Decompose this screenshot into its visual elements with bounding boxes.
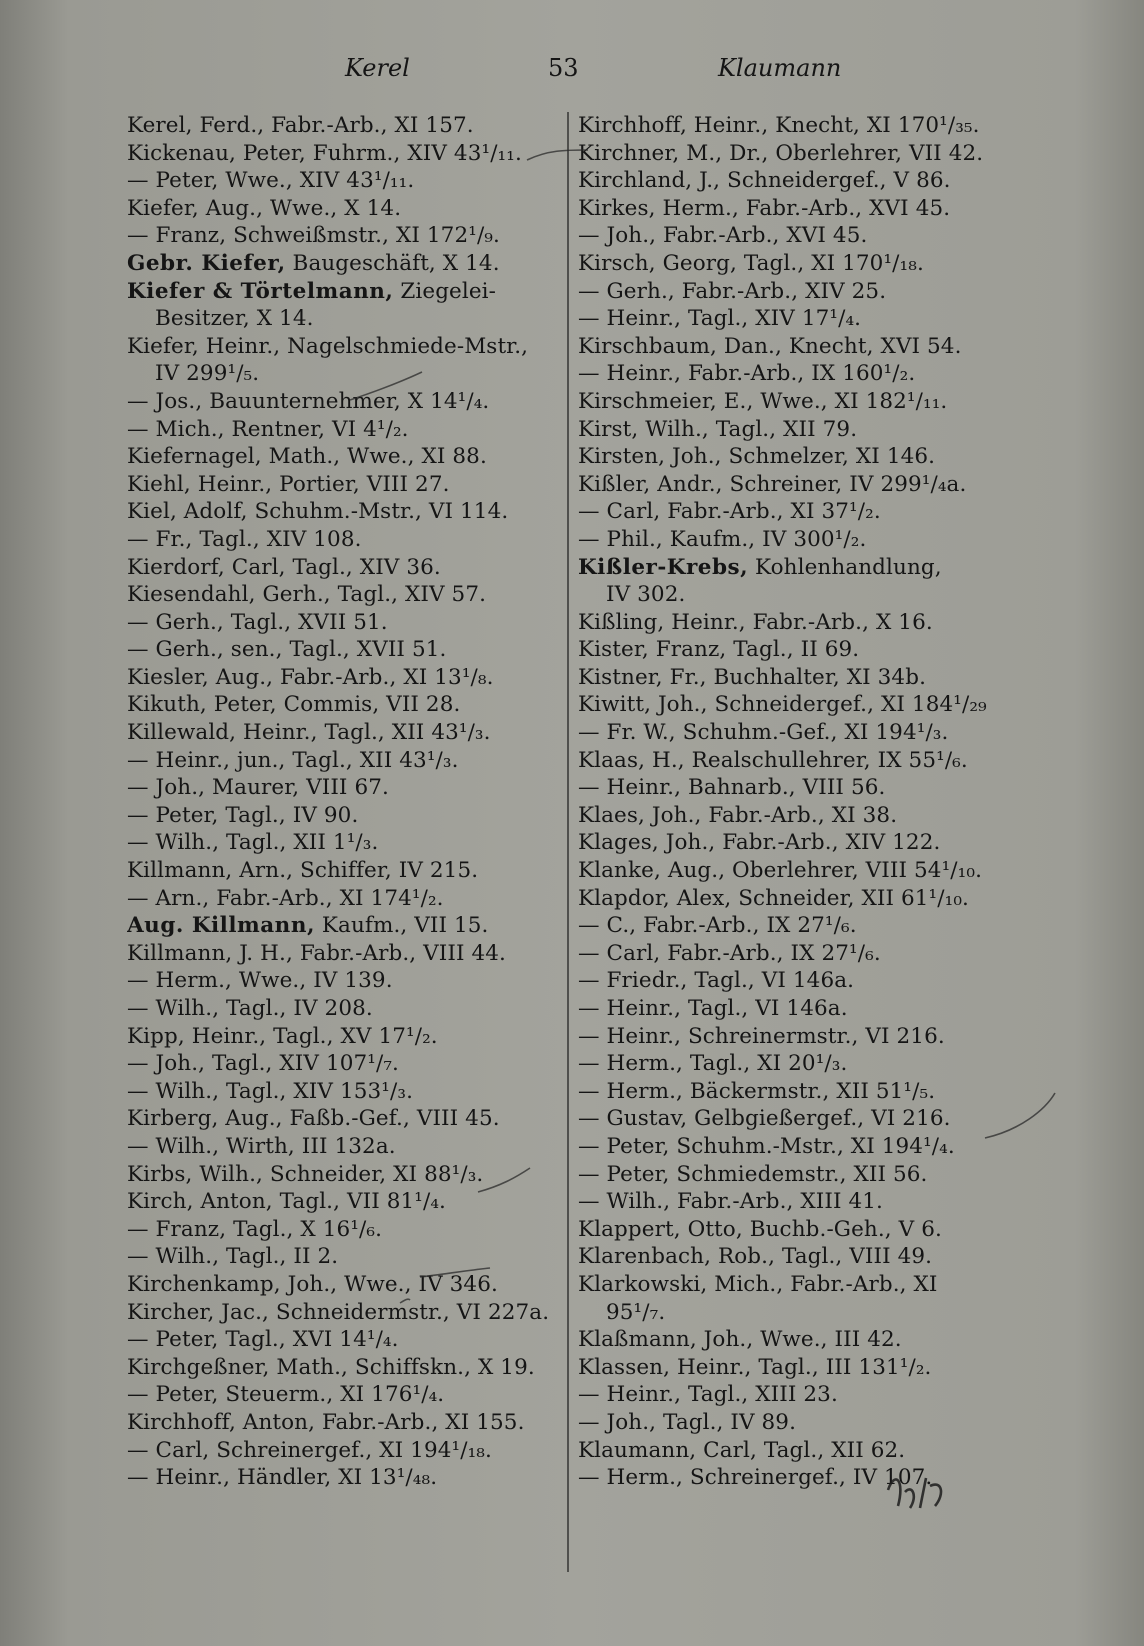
directory-entry: — Wilh., Tagl., IV 208. <box>127 996 373 1021</box>
directory-entry: — Carl, Fabr.-Arb., XI 37¹/₂. <box>578 499 881 525</box>
directory-entry: — Friedr., Tagl., VI 146a. <box>578 968 855 994</box>
directory-entry: Kirchner, M., Dr., Oberlehrer, VII 42. <box>578 140 984 166</box>
directory-entry: — Herm., Tagl., XI 20¹/₃. <box>578 1051 848 1077</box>
directory-entry: Kiefernagel, Math., Wwe., XI 88. <box>127 444 487 470</box>
directory-entry: — Fr. W., Schuhm.-Gef., XI 194¹/₃. <box>578 720 949 746</box>
directory-entry: — Joh., Tagl., XIV 107¹/₇. <box>127 1051 399 1077</box>
directory-entry: Kister, Franz, Tagl., II 69. <box>578 637 860 663</box>
directory-entry: — Gerh., Fabr.-Arb., XIV 25. <box>578 278 887 304</box>
right-column <box>578 112 1020 1492</box>
running-header <box>0 54 1144 94</box>
page-number: 53 <box>548 54 579 82</box>
directory-entry: — Franz, Tagl., X 16¹/₆. <box>127 1216 383 1242</box>
directory-entry: Klaßmann, Joh., Wwe., III 42. <box>578 1327 902 1353</box>
directory-entry: Klarkowski, Mich., Fabr.-Arb., XI <box>578 1271 938 1297</box>
directory-entry: Klarenbach, Rob., Tagl., VIII 49. <box>578 1244 933 1270</box>
directory-entry: Kirkes, Herm., Fabr.-Arb., XVI 45. <box>578 195 951 221</box>
directory-entry: Kißling, Heinr., Fabr.-Arb., X 16. <box>578 609 933 635</box>
directory-entry: Kirchhoff, Anton, Fabr.-Arb., XI 155. <box>127 1409 525 1435</box>
directory-entry: — Carl, Schreinergef., XI 194¹/₁₈. <box>127 1437 492 1463</box>
directory-entry: Kißler, Andr., Schreiner, IV 299¹/₄a. <box>578 471 967 497</box>
directory-entry: Killewald, Heinr., Tagl., XII 43¹/₃. <box>127 720 491 746</box>
directory-entry: Klanke, Aug., Oberlehrer, VIII 54¹/₁₀. <box>578 858 983 884</box>
directory-entry: — Peter, Wwe., XIV 43¹/₁₁. <box>127 168 415 194</box>
directory-entry: — Heinr., jun., Tagl., XII 43¹/₃. <box>127 747 459 773</box>
directory-entry: Kirst, Wilh., Tagl., XII 79. <box>578 416 858 442</box>
directory-entry <box>127 912 567 940</box>
firm-name: Kiefer & Törtelmann, <box>127 278 394 304</box>
directory-entry: — Peter, Tagl., IV 90. <box>127 802 359 828</box>
directory-entry: Kierdorf, Carl, Tagl., XIV 36. <box>127 554 441 580</box>
header-first-name: Kerel <box>345 54 410 82</box>
directory-entry: — Heinr., Händler, XI 13¹/₄₈. <box>127 1465 438 1491</box>
directory-entry: — Gustav, Gelbgießergef., VI 216. <box>578 1106 951 1132</box>
directory-entry <box>578 554 1020 582</box>
directory-entry: — Peter, Schuhm.-Mstr., XI 194¹/₄. <box>578 1133 955 1159</box>
directory-entry: — Franz, Schweißmstr., XI 172¹/₉. <box>127 223 500 249</box>
directory-entry: — Joh., Fabr.-Arb., XVI 45. <box>578 223 868 249</box>
directory-entry: — Wilh., Tagl., XII 1¹/₃. <box>127 830 379 856</box>
column-divider <box>567 112 569 1572</box>
directory-entry: — Fr., Tagl., XIV 108. <box>127 526 362 552</box>
directory-entry: — Joh., Tagl., IV 89. <box>578 1409 797 1435</box>
directory-entry: — Heinr., Schreinermstr., VI 216. <box>578 1023 945 1049</box>
entry-details: Ziegelei- <box>393 278 497 304</box>
entry-details: Baugeschäft, X 14. <box>285 250 500 276</box>
directory-entry: — Joh., Maurer, VIII 67. <box>127 775 389 801</box>
directory-entry: Kiwitt, Joh., Schneidergef., XI 184¹/₂₉ <box>578 692 987 718</box>
directory-entry: — Herm., Wwe., IV 139. <box>127 968 393 994</box>
directory-entry: — Wilh., Tagl., XIV 153¹/₃. <box>127 1078 414 1104</box>
directory-entry: — Wilh., Tagl., II 2. <box>127 1244 339 1270</box>
directory-entry: — Herm., Bäckermstr., XII 51¹/₅. <box>578 1078 936 1104</box>
directory-entry: Kipp, Heinr., Tagl., XV 17¹/₂. <box>127 1023 438 1049</box>
directory-entry: Klassen, Heinr., Tagl., III 131¹/₂. <box>578 1354 932 1380</box>
directory-entry: — Jos., Bauunternehmer, X 14¹/₄. <box>127 388 490 414</box>
entry-details: Kohlenhandlung, <box>748 554 942 580</box>
directory-entry: Killmann, Arn., Schiffer, IV 215. <box>127 858 479 884</box>
directory-entry: — Carl, Fabr.-Arb., IX 27¹/₆. <box>578 940 881 966</box>
directory-entry: — Phil., Kaufm., IV 300¹/₂. <box>578 526 867 552</box>
header-last-name: Klaumann <box>718 54 842 82</box>
directory-entry: Kirschmeier, E., Wwe., XI 182¹/₁₁. <box>578 388 948 414</box>
directory-entry: Kirchland, J., Schneidergef., V 86. <box>578 168 951 194</box>
directory-entry: Klaumann, Carl, Tagl., XII 62. <box>578 1437 906 1463</box>
directory-entry: — Heinr., Bahnarb., VIII 56. <box>578 775 886 801</box>
directory-entry: Kikuth, Peter, Commis, VII 28. <box>127 692 461 718</box>
directory-entry: — Gerh., sen., Tagl., XVII 51. <box>127 637 447 663</box>
directory-entry: Besitzer, X 14. <box>155 306 314 332</box>
directory-entry: Kircher, Jac., Schneidermstr., VI 227a. <box>127 1299 550 1325</box>
directory-entry: — Peter, Steuerm., XI 176¹/₄. <box>127 1382 445 1408</box>
directory-entry: Klaes, Joh., Fabr.-Arb., XI 38. <box>578 802 898 828</box>
directory-entry: Klaas, H., Realschullehrer, IX 55¹/₆. <box>578 747 968 773</box>
directory-entry: Klappert, Otto, Buchb.-Geh., V 6. <box>578 1216 942 1242</box>
directory-entry: — Peter, Tagl., XVI 14¹/₄. <box>127 1327 399 1353</box>
directory-entry: Kiefer, Aug., Wwe., X 14. <box>127 195 402 221</box>
directory-entry: Kirsch, Georg, Tagl., XI 170¹/₁₈. <box>578 250 924 276</box>
directory-entry: — Wilh., Fabr.-Arb., XIII 41. <box>578 1189 883 1215</box>
firm-name: Kißler-Krebs, <box>578 554 749 580</box>
directory-entry: Kiel, Adolf, Schuhm.-Mstr., VI 114. <box>127 499 509 525</box>
directory-entry: — Wilh., Wirth, III 132a. <box>127 1133 396 1159</box>
directory-entry: IV 302. <box>606 582 686 608</box>
directory-entry <box>127 250 567 278</box>
directory-entry: — Mich., Rentner, VI 4¹/₂. <box>127 416 409 442</box>
directory-entry: Kickenau, Peter, Fuhrm., XIV 43¹/₁₁. <box>127 140 522 166</box>
directory-entry: — Heinr., Tagl., VI 146a. <box>578 996 848 1021</box>
directory-entry: Klages, Joh., Fabr.-Arb., XIV 122. <box>578 830 941 856</box>
directory-entry: Killmann, J. H., Fabr.-Arb., VIII 44. <box>127 940 506 966</box>
directory-entry: — Heinr., Fabr.-Arb., IX 160¹/₂. <box>578 361 916 387</box>
directory-entry: Kiehl, Heinr., Portier, VIII 27. <box>127 471 450 497</box>
directory-entry: Kirchhoff, Heinr., Knecht, XI 170¹/₃₅. <box>578 113 980 138</box>
directory-entry: — Herm., Schreinergef., IV 107. <box>578 1465 933 1491</box>
directory-entry: — C., Fabr.-Arb., IX 27¹/₆. <box>578 913 857 939</box>
directory-entry: Kirchgeßner, Math., Schiffskn., X 19. <box>127 1354 535 1380</box>
directory-entry: — Gerh., Tagl., XVII 51. <box>127 609 388 635</box>
directory-entry: — Peter, Schmiedemstr., XII 56. <box>578 1161 928 1187</box>
directory-entry: Kirch, Anton, Tagl., VII 81¹/₄. <box>127 1189 446 1215</box>
directory-entry: Kirschbaum, Dan., Knecht, XVI 54. <box>578 333 962 359</box>
directory-entry: Kerel, Ferd., Fabr.-Arb., XI 157. <box>127 113 474 138</box>
directory-entry: Kiesendahl, Gerh., Tagl., XIV 57. <box>127 582 487 608</box>
directory-entry: — Heinr., Tagl., XIV 17¹/₄. <box>578 306 862 332</box>
firm-name: Gebr. Kiefer, <box>127 250 286 276</box>
directory-entry: — Heinr., Tagl., XIII 23. <box>578 1382 838 1408</box>
directory-entry: Kistner, Fr., Buchhalter, XI 34b. <box>578 664 927 690</box>
directory-entry: Kirchenkamp, Joh., Wwe., IV 346. <box>127 1271 498 1297</box>
directory-entry <box>127 278 567 306</box>
left-column <box>127 112 567 1492</box>
directory-entry: Kiefer, Heinr., Nagelschmiede-Mstr., <box>127 333 529 359</box>
directory-entry: Kirsten, Joh., Schmelzer, XI 146. <box>578 444 936 470</box>
directory-entry: Kiesler, Aug., Fabr.-Arb., XI 13¹/₈. <box>127 664 494 690</box>
directory-entry: Kirberg, Aug., Faßb.-Gef., VIII 45. <box>127 1106 500 1132</box>
directory-entry: Klapdor, Alex, Schneider, XII 61¹/₁₀. <box>578 885 969 911</box>
entry-details: Kaufm., VII 15. <box>314 913 489 939</box>
directory-entry: 95¹/₇. <box>606 1299 666 1325</box>
directory-entry: — Arn., Fabr.-Arb., XI 174¹/₂. <box>127 885 444 911</box>
directory-entry: Kirbs, Wilh., Schneider, XI 88¹/₃. <box>127 1161 484 1187</box>
directory-entry: IV 299¹/₅. <box>155 361 260 387</box>
firm-name: Aug. Killmann, <box>127 913 315 939</box>
